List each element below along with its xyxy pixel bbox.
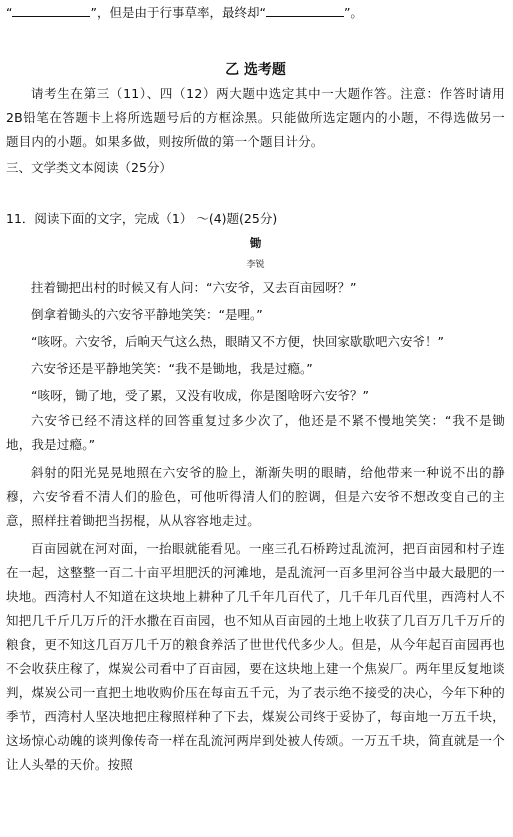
story-paragraph-2: 倒拿着锄头的六安爷平静地笑笑：“是哩。” <box>31 307 263 322</box>
document-page <box>0 1 513 837</box>
section-heading: 三、文学类文本阅读（25分） <box>6 160 172 175</box>
story-paragraph-4: 六安爷还是平静地笑笑：“我不是锄地，我是过瘾。” <box>31 361 313 376</box>
story-paragraph-6: 六安爷已经不清这样的回答重复过多少次了，他还是不紧不慢地笑笑：“我不是锄地，我是过瘾。” <box>6 413 505 452</box>
story-paragraph-5: “咳呀，锄了地，受了累，又没有收成，你是图啥呀六安爷？” <box>31 388 369 403</box>
intro-line <box>6 1 505 24</box>
question-prompt: 11．阅读下面的文字，完成（1） ～(4)题(25分) <box>6 211 278 226</box>
section-title: 乙 选考题 <box>225 62 286 78</box>
story-paragraph-3: “咳呀。六安爷，后晌天气这么热，眼睛又不方便，快回家歇歇吧六安爷！” <box>31 334 444 349</box>
story-paragraph-1: 拄着锄把出村的时候又有人问：“六安爷，又去百亩园呀？” <box>31 280 357 295</box>
story-paragraph-7: 斜射的阳光晃晃地照在六安爷的脸上，渐渐失明的眼睛，给他带来一种说不出的静穆，六安爷看不清人们的脸色，可他听得清人们的腔调，但是六安爷不想改变自己的主意，照样拄着锄把当拐棍，从从容容地走过。 <box>6 465 505 528</box>
story-author: 李锐 <box>246 260 265 270</box>
answer-blank-2 <box>266 5 344 17</box>
story-title: 锄 <box>249 236 262 250</box>
intro-mid-text: ”，但是由于行事草率，最终却“ <box>90 5 266 20</box>
section-instruction: 请考生在第三（11）、四（12）两大题中选定其中一大题作答。注意：作答时请用2B铅笔在答题卡上将所选题号后的方框涂黑。只能做所选定题内的小题，不得选做另一题目内的小题。如果多做，则按所做的第一个题目计分。 <box>6 86 505 149</box>
intro-close-text: ”。 <box>343 5 363 20</box>
intro-open-quote: “ <box>6 5 13 20</box>
story-paragraph-8: 百亩园就在河对面，一抬眼就能看见。一座三孔石桥跨过乱流河，把百亩园和村子连在一起，这整整一百二十亩平坦肥沃的河滩地，是乱流河一百多里河谷当中最大最肥的一块地。西湾村人不知道在这块地上耕种了几千年几百代了，几千年几百代里，西湾村人不知把几千斤几万斤的汗水撒在百亩园，也不知从百亩园的土地上收获了几百万几千万斤的粮食，更不知这几百万几千万的粮食养活了世世代代多少人。但是，从今年起百亩园再也不会收获庄稼了，煤炭公司看中了百亩园，要在这块地上建一个焦炭厂。两年里反复地谈判，煤炭公司一直把土地收购价压在每亩五千元，为了表示绝不接受的决心，今年下种的季节，西湾村人坚决地把庄稼照样种了下去，煤炭公司终于妥协了，每亩地一万五千块，这场惊心动魄的谈判像传奇一样在乱流河两岸到处被人传颂。一万五千块，简直就是一个让人头晕的天价。按照 <box>6 541 505 772</box>
answer-blank-1 <box>12 5 90 17</box>
